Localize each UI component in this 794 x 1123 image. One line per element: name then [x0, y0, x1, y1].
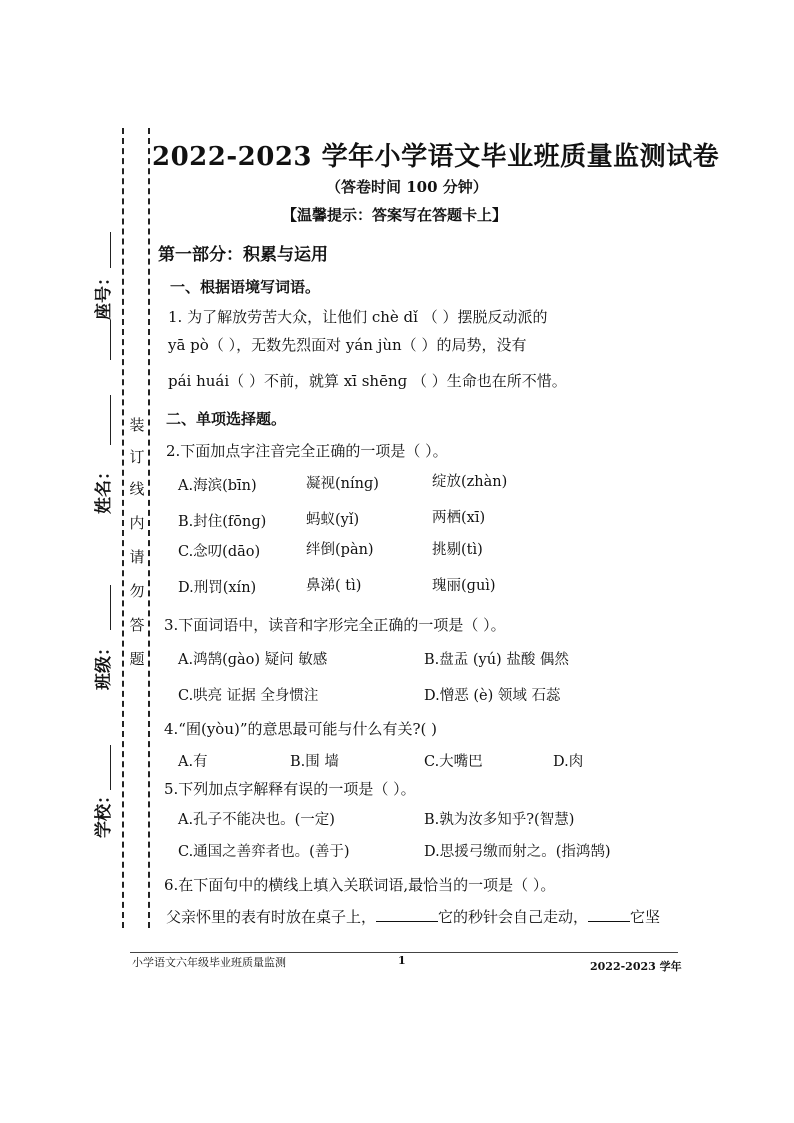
q2-option-d-1: D.刑罚(xín) — [178, 580, 257, 596]
class-blank — [110, 585, 111, 630]
seat-label: 座号： — [94, 269, 114, 320]
q3-option-a: A.鸿鹄(ɡào) 疑问 敏感 — [178, 652, 328, 668]
q2-option-d-2: 鼻涕( tì) — [306, 578, 362, 594]
q4-option-d: D.肉 — [553, 754, 584, 770]
binding-notice-char: 内 — [129, 514, 145, 532]
warm-tip: 【温馨提示：答案写在答题卡上】 — [282, 206, 508, 224]
q2-stem: 2.下面加点字注音完全正确的一项是（ ）。 — [166, 442, 448, 460]
q6-sentence-part-1: 父亲怀里的表有时放在桌子上， — [166, 908, 377, 926]
section-2-title: 二、单项选择题。 — [166, 410, 287, 428]
footer-divider — [130, 952, 678, 953]
school-label: 学校： — [94, 787, 114, 838]
binding-notice-char: 勿 — [129, 582, 145, 600]
name-blank — [110, 395, 111, 445]
q4-stem: 4.“囿(yòu)”的意思最可能与什么有关?( ) — [164, 720, 438, 738]
q1-line-1: 1. 为了解放劳苦大众，让他们 chè dǐ （ ）摆脱反动派的 — [168, 308, 548, 326]
q6-sentence — [166, 906, 660, 927]
page-number: 1 — [398, 954, 406, 967]
q4-option-a: A.有 — [178, 754, 208, 770]
page-title: 2022-2023 学年小学语文毕业班质量监测试卷 — [152, 142, 720, 172]
class-label: 班级： — [94, 639, 114, 690]
q5-stem: 5.下列加点字解释有误的一项是（ ）。 — [164, 780, 416, 798]
q3-option-c: C.哄亮 证据 全身惯注 — [178, 688, 319, 704]
footer-right: 2022-2023 学年 — [590, 960, 682, 973]
footer-left: 小学语文六年级毕业班质量监测 — [132, 956, 286, 969]
q2-option-a-1: A.海滨(bīn) — [178, 478, 257, 494]
binding-notice-char: 答 — [129, 616, 145, 634]
seat-blank — [110, 232, 111, 268]
q1-line-2: yā pò（ ），无数先烈面对 yán jùn（ ）的局势，没有 — [168, 336, 527, 354]
school-blank — [110, 745, 111, 790]
q6-blank-1 — [376, 921, 438, 922]
q2-option-a-3: 绽放(zhàn) — [432, 474, 508, 490]
q4-option-b: B.围 墙 — [290, 754, 339, 770]
q4-option-c: C.大嘴巴 — [424, 754, 483, 770]
q1-line-3: pái huái（ ）不前，就算 xī shēnɡ （ ）生命也在所不惜。 — [168, 372, 567, 390]
q6-stem: 6.在下面句中的横线上填入关联词语,最恰当的一项是（ ）。 — [164, 876, 556, 894]
q2-option-c-3: 挑剔(tì) — [432, 542, 483, 558]
q2-option-b-2: 蚂蚁(yǐ) — [306, 512, 360, 528]
name-label: 姓名： — [94, 463, 114, 514]
q5-option-c: C.通国之善弈者也。(善于) — [178, 844, 350, 860]
part-title: 第一部分：积累与运用 — [158, 245, 328, 265]
q2-option-c-2: 绊倒(pàn) — [306, 542, 374, 558]
q6-sentence-part-2: 它的秒针会自己走动， — [438, 908, 589, 926]
binding-dashed-line-right — [148, 128, 150, 928]
binding-notice-char: 装 — [129, 416, 145, 434]
q3-stem: 3.下面词语中，读音和字形完全正确的一项是（ ）。 — [164, 616, 506, 634]
q3-option-b: B.盘盂 (yú) 盐酸 偶然 — [424, 652, 569, 668]
q6-sentence-part-3: 它坚 — [630, 908, 661, 926]
q2-option-c-1: C.念叨(dāo) — [178, 544, 261, 560]
q6-blank-2 — [588, 921, 630, 922]
q2-option-b-1: B.封住(fōnɡ) — [178, 514, 267, 530]
exam-time: （答卷时间 100 分钟） — [326, 178, 488, 196]
binding-dashed-line-left — [122, 128, 124, 928]
q5-option-a: A.孔子不能决也。(一定) — [178, 812, 335, 828]
section-1-title: 一、根据语境写词语。 — [170, 278, 321, 296]
q2-option-b-3: 两栖(xī) — [432, 510, 486, 526]
q2-option-a-2: 凝视(nínɡ) — [306, 476, 379, 492]
binding-notice-char: 线 — [129, 480, 145, 498]
q3-option-d: D.憎恶 (è) 领域 石蕊 — [424, 688, 561, 704]
binding-notice-char: 请 — [129, 548, 145, 566]
q5-option-b: B.孰为汝多知乎?(智慧) — [424, 812, 575, 828]
q5-option-d: D.思援弓缴而射之。(指鸿鹄) — [424, 844, 611, 860]
binding-notice-char: 订 — [129, 448, 145, 466]
binding-notice-char: 题 — [129, 650, 145, 668]
q2-option-d-3: 瑰丽(ɡuì) — [432, 578, 496, 594]
seat-blank-2 — [110, 320, 111, 360]
